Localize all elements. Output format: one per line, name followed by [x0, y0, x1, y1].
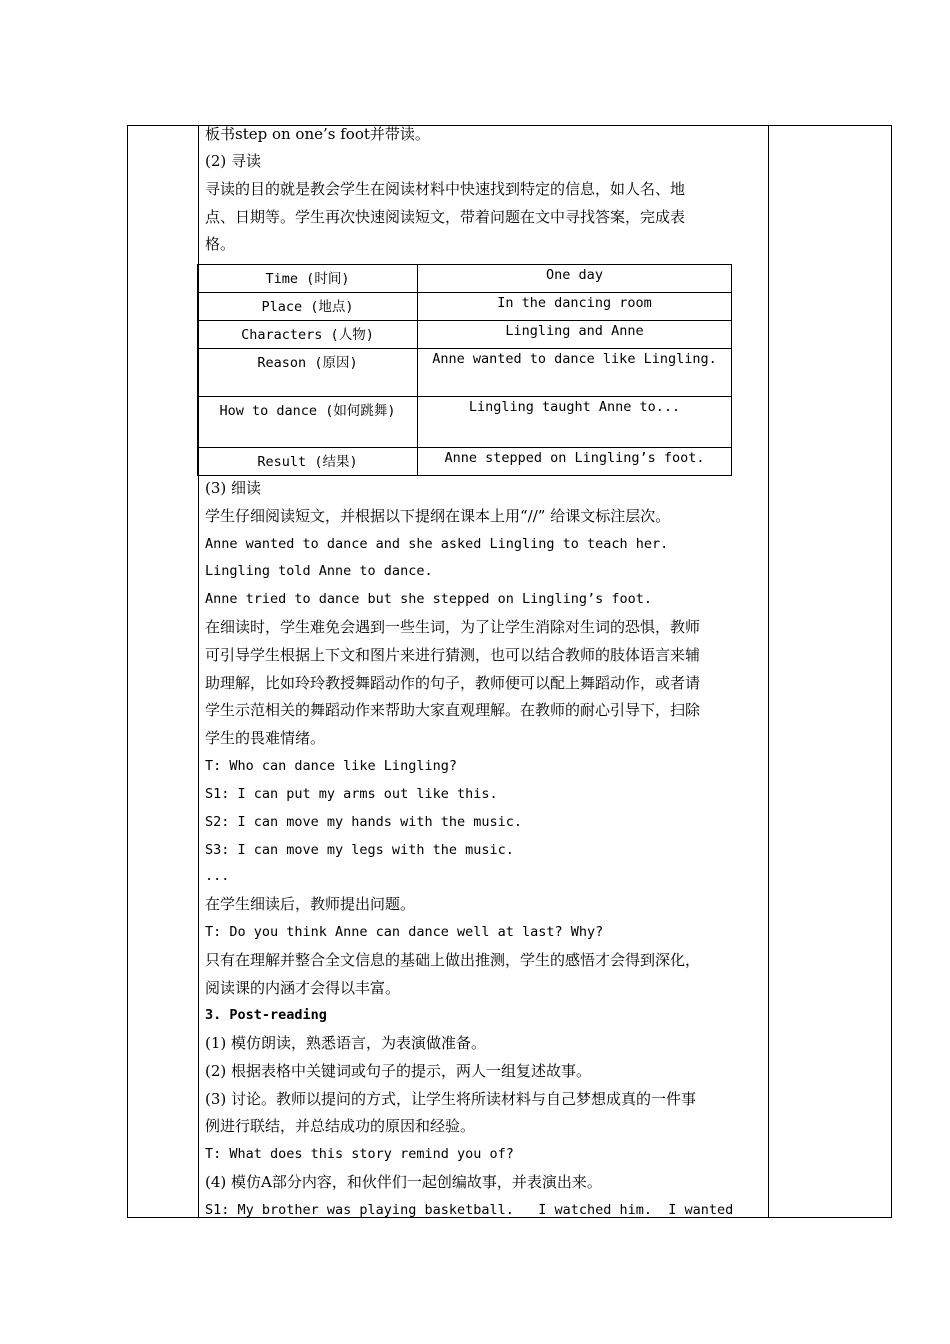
dialogue-line: S1: I can put my arms out like this. — [205, 786, 498, 802]
section-heading: (3) 细读 — [205, 479, 262, 497]
table-cell-value: Anne wanted to dance like Lingling. — [418, 349, 732, 397]
table-cell-label: Characters (人物) — [198, 321, 418, 349]
dialogue-line: T: Do you think Anne can dance well at last? Why? — [205, 924, 604, 940]
table-cell-value: In the dancing room — [418, 293, 732, 321]
text-line: 在学生细读后，教师提出问题。 — [205, 895, 416, 913]
text-line: 例进行联结，并总结成功的原因和经验。 — [205, 1117, 476, 1135]
table-row — [198, 265, 732, 293]
text-line: 在细读时，学生难免会遇到一些生词，为了让学生消除对生词的恐惧，教师 — [205, 618, 701, 636]
table-cell-label: How to dance (如何跳舞) — [198, 397, 418, 448]
table-row — [198, 349, 732, 397]
story-info-table — [197, 264, 732, 476]
text-line: Lingling told Anne to dance. — [205, 563, 433, 579]
text-line: (1) 模仿朗读，熟悉语言，为表演做准备。 — [205, 1034, 487, 1052]
dialogue-line: S1: My brother was playing basketball. I watched him. I wanted — [205, 1202, 734, 1218]
table-cell-value: Lingling and Anne — [418, 321, 732, 349]
table-row — [198, 448, 732, 476]
table-cell-label: Reason (原因) — [198, 349, 418, 397]
table-cell-value: Anne stepped on Lingling’s foot. — [418, 448, 732, 476]
table-cell-value: Lingling taught Anne to... — [418, 397, 732, 448]
table-cell-label: Time (时间) — [198, 265, 418, 293]
table-cell-label: Result (结果) — [198, 448, 418, 476]
section-heading: (2) 寻读 — [205, 152, 262, 170]
text-line: Anne tried to dance but she stepped on Lingling’s foot. — [205, 591, 653, 607]
text-line: 助理解，比如玲玲教授舞蹈动作的句子，教师便可以配上舞蹈动作，或者请 — [205, 674, 701, 692]
section-heading: 3. Post-reading — [205, 1007, 327, 1023]
text-line: 寻读的目的就是教会学生在阅读材料中快速找到特定的信息，如人名、地 — [205, 180, 686, 198]
text-line: 只有在理解并整合全文信息的基础上做出推测，学生的感悟才会得到深化， — [205, 951, 701, 969]
text-line: 点、日期等。学生再次快速阅读短文，带着问题在文中寻找答案，完成表 — [205, 208, 686, 226]
text-line: Anne wanted to dance and she asked Lingling to teach her. — [205, 536, 669, 552]
dialogue-line: T: What does this story remind you of? — [205, 1146, 514, 1162]
column-divider-right — [768, 126, 769, 1217]
dialogue-line: S2: I can move my hands with the music. — [205, 814, 522, 830]
text-line: (3) 讨论。教师以提问的方式，让学生将所读材料与自己梦想成真的一件事 — [205, 1090, 697, 1108]
text-line: 学生仔细阅读短文，并根据以下提纲在课本上用“//” 给课文标注层次。 — [205, 507, 671, 525]
text-line: (4) 模仿A部分内容，和伙伴们一起创编故事，并表演出来。 — [205, 1173, 602, 1191]
table-row — [198, 397, 732, 448]
table-row — [198, 293, 732, 321]
dialogue-line: S3: I can move my legs with the music. — [205, 842, 514, 858]
text-line: (2) 根据表格中关键词或句子的提示，两人一组复述故事。 — [205, 1062, 592, 1080]
text-line: 可引导学生根据上下文和图片来进行猜测，也可以结合教师的肢体语言来辅 — [205, 646, 701, 664]
dialogue-line: T: Who can dance like Lingling? — [205, 758, 457, 774]
text-line: 板书step on one’s foot并带读。 — [205, 125, 430, 143]
text-line: 学生示范相关的舞蹈动作来帮助大家直观理解。在教师的耐心引导下，扫除 — [205, 701, 701, 719]
table-cell-label: Place (地点) — [198, 293, 418, 321]
text-line: 学生的畏难情绪。 — [205, 729, 326, 747]
ellipsis-line: ... — [205, 868, 230, 884]
table-row — [198, 321, 732, 349]
text-line: 阅读课的内涵才会得以丰富。 — [205, 979, 401, 997]
table-cell-value: One day — [418, 265, 732, 293]
text-line: 格。 — [205, 235, 236, 253]
